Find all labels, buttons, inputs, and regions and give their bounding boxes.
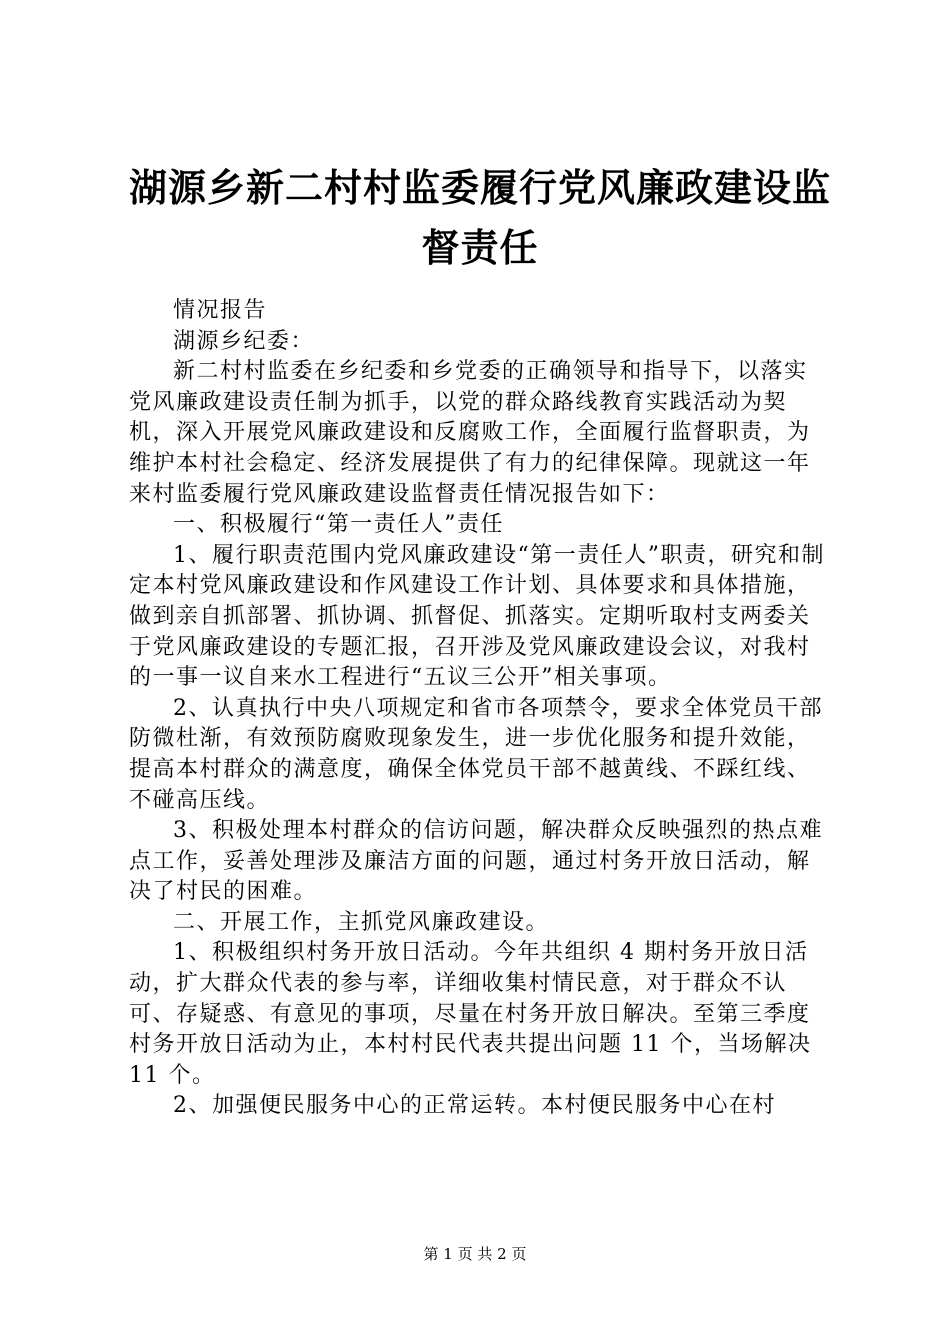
- paragraph-1-3: 3、积极处理本村群众的信访问题，解决群众反映强烈的热点难点工作，妥善处理涉及廉洁方面的问题，通过村务开放日活动，解决了村民的困难。: [129, 818, 823, 905]
- paragraph-2-1: 1、积极组织村务开放日活动。今年共组织 4 期村务开放日活动，扩大群众代表的参与率，详细收集村情民意，对于群众不认可、存疑惑、有意见的事项，尽量在村务开放日解决。至第三季度村务开放日活动为止，本村村民代表共提出问题 11 个，当场解决 11 个。: [129, 940, 812, 1088]
- section-heading-1: 一、积极履行“第一责任人”责任: [173, 512, 504, 538]
- paragraph-report-label: 情况报告: [173, 298, 268, 323]
- section-heading-2: 二、开展工作，主抓党风廉政建设。: [173, 909, 550, 935]
- paragraph-1-1: 1、履行职责范围内党风廉政建设“第一责任人”职责，研究和制定本村党风廉政建设和作风建设工作计划、具体要求和具体措施，做到亲自抓部署、抓协调、抓督促、抓落实。定期听取村支两委关于党风廉政建设的专题汇报，召开涉及党风廉政建设会议，对我村的一事一议自来水工程进行“五议三公开”相关事项。: [129, 542, 825, 691]
- document-body: [129, 296, 829, 1122]
- paragraph-2-2: 2、加强便民服务中心的正常运转。本村便民服务中心在村: [173, 1093, 776, 1119]
- document-title: 湖源乡新二村村监委履行党风廉政建设监督责任: [128, 165, 831, 270]
- paragraph-1-2: 2、认真执行中央八项规定和省市各项禁令，要求全体党员干部防微杜渐，有效预防腐败现象发生，进一步优化服务和提升效能，提高本村群众的满意度，确保全体党员干部不越黄线、不踩红线、不碰高压线。: [129, 695, 823, 813]
- paragraph-addressee: 湖源乡纪委：: [173, 328, 315, 354]
- paragraph-intro: 新二村村监委在乡纪委和乡党委的正确领导和指导下，以落实党风廉政建设责任制为抓手，以党的群众路线教育实践活动为契机，深入开展党风廉政建设和反腐败工作，全面履行监督职责，为维护本村社会稳定、经济发展提供了有力的纪律保障。现就这一年来村监委履行党风廉政建设监督责任情况报告如下：: [129, 359, 811, 507]
- page-footer: 第 1 页 共 2 页: [423, 1245, 527, 1263]
